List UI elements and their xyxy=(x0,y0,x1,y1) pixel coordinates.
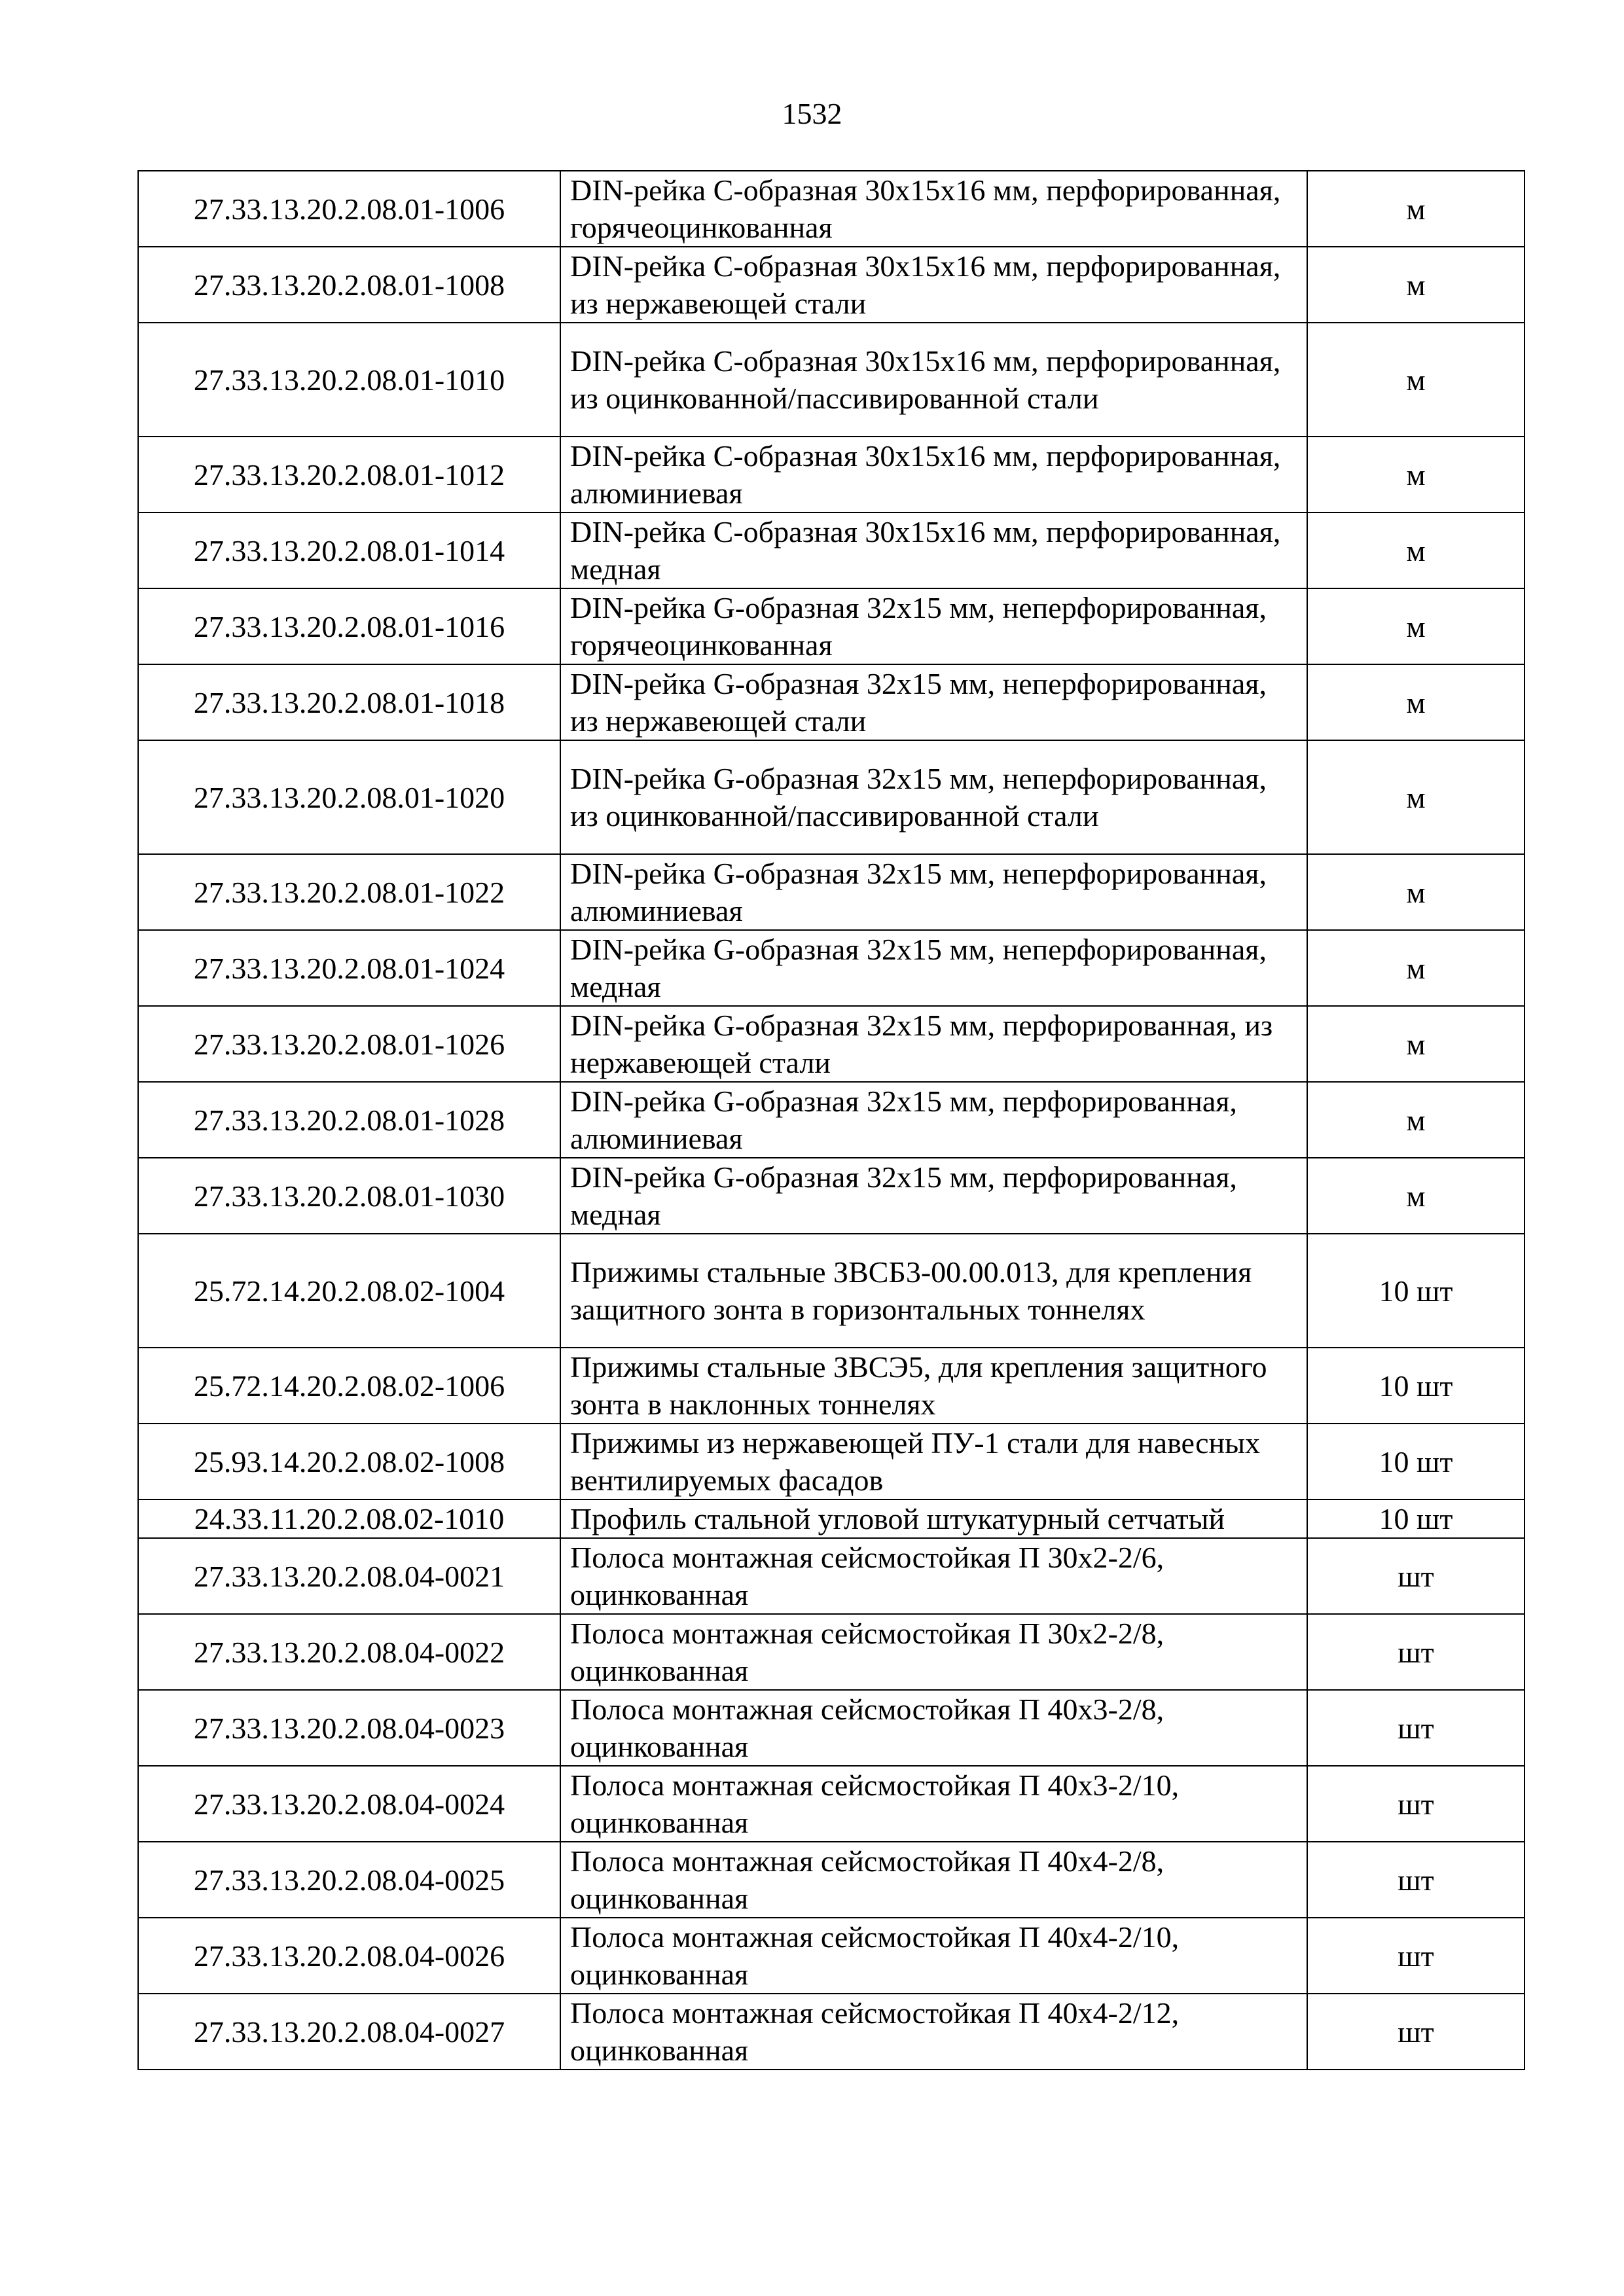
unit-of-measure: шт xyxy=(1307,1614,1525,1690)
table-row xyxy=(138,1234,1525,1348)
resource-name: DIN-рейка C-образная 30х15х16 мм, перфорированная, медная xyxy=(560,512,1307,588)
resource-code: 27.33.13.20.2.08.04-0023 xyxy=(138,1690,560,1766)
unit-of-measure: шт xyxy=(1307,1766,1525,1842)
resource-name: Полоса монтажная сейсмостойкая П 40х3-2/8, оцинкованная xyxy=(560,1690,1307,1766)
resource-name: DIN-рейка G-образная 32х15 мм, неперфорированная, медная xyxy=(560,930,1307,1006)
table-row xyxy=(138,1006,1525,1082)
resource-name: DIN-рейка C-образная 30х15х16 мм, перфорированная, алюминиевая xyxy=(560,437,1307,512)
table-row xyxy=(138,512,1525,588)
resource-name: DIN-рейка G-образная 32х15 мм, неперфорированная, из оцинкованной/пассивированной стали xyxy=(560,740,1307,854)
resource-name: Полоса монтажная сейсмостойкая П 40х4-2/12, оцинкованная xyxy=(560,1994,1307,2070)
unit-of-measure: шт xyxy=(1307,1842,1525,1918)
resource-code: 27.33.13.20.2.08.01-1008 xyxy=(138,247,560,323)
resource-name: DIN-рейка C-образная 30х15х16 мм, перфорированная, из нержавеющей стали xyxy=(560,247,1307,323)
unit-of-measure: м xyxy=(1307,247,1525,323)
resource-name: DIN-рейка C-образная 30х15х16 мм, перфорированная, горячеоцинкованная xyxy=(560,171,1307,247)
resource-code: 27.33.13.20.2.08.01-1022 xyxy=(138,854,560,930)
table-row xyxy=(138,1499,1525,1538)
resource-code: 27.33.13.20.2.08.01-1020 xyxy=(138,740,560,854)
resource-code: 27.33.13.20.2.08.04-0025 xyxy=(138,1842,560,1918)
resource-code: 27.33.13.20.2.08.01-1010 xyxy=(138,323,560,437)
table-row xyxy=(138,930,1525,1006)
resource-name: DIN-рейка G-образная 32х15 мм, перфорированная, алюминиевая xyxy=(560,1082,1307,1158)
resource-name: Прижимы стальные ЗВСЭ5, для крепления защитного зонта в наклонных тоннелях xyxy=(560,1348,1307,1424)
resource-name: Прижимы из нержавеющей ПУ-1 стали для навесных вентилируемых фасадов xyxy=(560,1424,1307,1499)
unit-of-measure: 10 шт xyxy=(1307,1499,1525,1538)
catalog-table xyxy=(137,170,1525,2070)
table-row xyxy=(138,664,1525,740)
unit-of-measure: 10 шт xyxy=(1307,1234,1525,1348)
resource-code: 25.72.14.20.2.08.02-1006 xyxy=(138,1348,560,1424)
resource-code: 27.33.13.20.2.08.01-1024 xyxy=(138,930,560,1006)
unit-of-measure: шт xyxy=(1307,1994,1525,2070)
unit-of-measure: м xyxy=(1307,171,1525,247)
unit-of-measure: м xyxy=(1307,437,1525,512)
resource-name: DIN-рейка G-образная 32х15 мм, неперфорированная, из нержавеющей стали xyxy=(560,664,1307,740)
resource-code: 27.33.13.20.2.08.01-1030 xyxy=(138,1158,560,1234)
resource-code: 27.33.13.20.2.08.01-1006 xyxy=(138,171,560,247)
table-row xyxy=(138,1994,1525,2070)
resource-name: Полоса монтажная сейсмостойкая П 40х3-2/10, оцинкованная xyxy=(560,1766,1307,1842)
resource-name: Профиль стальной угловой штукатурный сетчатый xyxy=(560,1499,1307,1538)
table-row xyxy=(138,854,1525,930)
resource-code: 25.93.14.20.2.08.02-1008 xyxy=(138,1424,560,1499)
resource-code: 27.33.13.20.2.08.04-0021 xyxy=(138,1538,560,1614)
resource-name: DIN-рейка G-образная 32х15 мм, перфорированная, медная xyxy=(560,1158,1307,1234)
table-body xyxy=(138,171,1525,2070)
table-row xyxy=(138,740,1525,854)
table-row xyxy=(138,1842,1525,1918)
table-row xyxy=(138,323,1525,437)
table-row xyxy=(138,437,1525,512)
resource-name: Полоса монтажная сейсмостойкая П 40х4-2/8, оцинкованная xyxy=(560,1842,1307,1918)
unit-of-measure: м xyxy=(1307,588,1525,664)
resource-code: 27.33.13.20.2.08.01-1014 xyxy=(138,512,560,588)
table-row xyxy=(138,1158,1525,1234)
unit-of-measure: м xyxy=(1307,1006,1525,1082)
resource-name: Полоса монтажная сейсмостойкая П 30х2-2/6, оцинкованная xyxy=(560,1538,1307,1614)
resource-name: Прижимы стальные ЗВСБ3-00.00.013, для крепления защитного зонта в горизонтальных тоннелях xyxy=(560,1234,1307,1348)
table-row xyxy=(138,171,1525,247)
unit-of-measure: м xyxy=(1307,740,1525,854)
resource-code: 25.72.14.20.2.08.02-1004 xyxy=(138,1234,560,1348)
resource-name: Полоса монтажная сейсмостойкая П 30х2-2/8, оцинкованная xyxy=(560,1614,1307,1690)
table-row xyxy=(138,1614,1525,1690)
page-number: 1532 xyxy=(782,97,842,130)
unit-of-measure: шт xyxy=(1307,1918,1525,1994)
resource-code: 27.33.13.20.2.08.01-1016 xyxy=(138,588,560,664)
unit-of-measure: м xyxy=(1307,1082,1525,1158)
unit-of-measure: 10 шт xyxy=(1307,1424,1525,1499)
unit-of-measure: м xyxy=(1307,512,1525,588)
table-row xyxy=(138,1918,1525,1994)
resource-name: DIN-рейка G-образная 32х15 мм, перфорированная, из нержавеющей стали xyxy=(560,1006,1307,1082)
resource-code: 27.33.13.20.2.08.01-1012 xyxy=(138,437,560,512)
table-row xyxy=(138,1690,1525,1766)
table-row xyxy=(138,1348,1525,1424)
table-row xyxy=(138,247,1525,323)
resource-code: 27.33.13.20.2.08.01-1018 xyxy=(138,664,560,740)
resource-code: 27.33.13.20.2.08.01-1026 xyxy=(138,1006,560,1082)
table-row xyxy=(138,1424,1525,1499)
unit-of-measure: м xyxy=(1307,323,1525,437)
resource-code: 27.33.13.20.2.08.04-0026 xyxy=(138,1918,560,1994)
resource-name: DIN-рейка G-образная 32х15 мм, неперфорированная, алюминиевая xyxy=(560,854,1307,930)
table-row xyxy=(138,1538,1525,1614)
resource-name: DIN-рейка C-образная 30х15х16 мм, перфорированная, из оцинкованной/пассивированной стали xyxy=(560,323,1307,437)
resource-code: 27.33.13.20.2.08.04-0022 xyxy=(138,1614,560,1690)
resource-name: DIN-рейка G-образная 32х15 мм, неперфорированная, горячеоцинкованная xyxy=(560,588,1307,664)
resource-code: 24.33.11.20.2.08.02-1010 xyxy=(138,1499,560,1538)
unit-of-measure: м xyxy=(1307,930,1525,1006)
unit-of-measure: шт xyxy=(1307,1690,1525,1766)
table-row xyxy=(138,1766,1525,1842)
table-row xyxy=(138,1082,1525,1158)
resource-code: 27.33.13.20.2.08.04-0024 xyxy=(138,1766,560,1842)
unit-of-measure: 10 шт xyxy=(1307,1348,1525,1424)
unit-of-measure: м xyxy=(1307,1158,1525,1234)
resource-code: 27.33.13.20.2.08.04-0027 xyxy=(138,1994,560,2070)
resource-name: Полоса монтажная сейсмостойкая П 40х4-2/10, оцинкованная xyxy=(560,1918,1307,1994)
resource-code: 27.33.13.20.2.08.01-1028 xyxy=(138,1082,560,1158)
unit-of-measure: м xyxy=(1307,854,1525,930)
table-row xyxy=(138,588,1525,664)
unit-of-measure: шт xyxy=(1307,1538,1525,1614)
unit-of-measure: м xyxy=(1307,664,1525,740)
